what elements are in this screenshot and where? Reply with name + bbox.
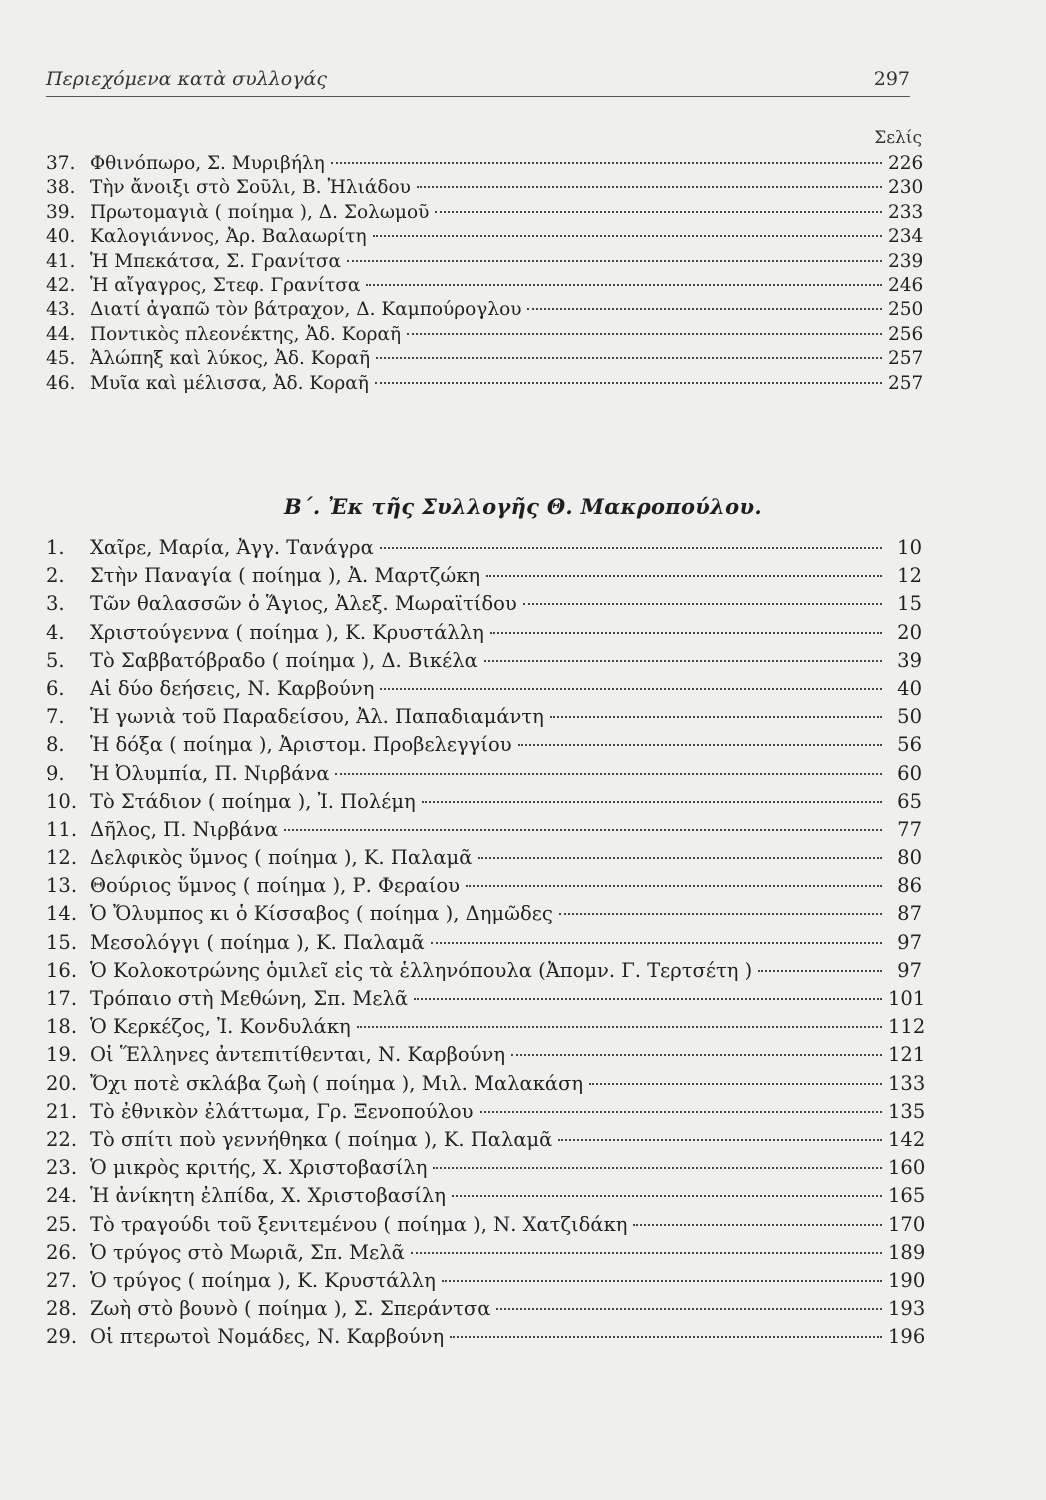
entry-title: Οἱ Ἕλληνες ἀντεπιτίθενται, Ν. Καρβούνη xyxy=(90,1043,506,1067)
entry-number: 5. xyxy=(46,648,65,672)
entry-page: 101 xyxy=(888,987,926,1010)
entry-page: 20 xyxy=(897,620,922,644)
toc-entry xyxy=(46,176,922,200)
entry-title: Χαῖρε, Μαρία, Ἀγγ. Τανάγρα xyxy=(90,536,374,559)
entry-title: Τὸ σπίτι ποὺ γεννήθηκα ( ποίημα ), Κ. Παλαμᾶ xyxy=(90,1127,553,1151)
entry-page: 40 xyxy=(897,676,922,700)
dot-leader xyxy=(490,632,882,634)
entry-number: 7. xyxy=(46,705,65,729)
entry-title: Ἡ δόξα ( ποίημα ), Ἀριστομ. Προβελεγγίου xyxy=(90,733,512,757)
entry-number: 37. xyxy=(46,153,76,174)
dot-leader xyxy=(559,913,882,915)
entry-title: Ἡ ἀνίκητη ἐλπίδα, Χ. Χριστοβασίλη xyxy=(90,1184,446,1208)
entry-title: Τρόπαιο στὴ Μεθώνη, Σπ. Μελᾶ xyxy=(90,987,408,1010)
entry-number: 41. xyxy=(46,250,76,272)
entry-page: 97 xyxy=(897,958,922,982)
entry-page: 50 xyxy=(897,705,922,729)
dot-leader xyxy=(380,547,882,549)
entry-title: Τὸ Στάδιον ( ποίημα ), Ἰ. Πολέμη xyxy=(90,789,416,813)
toc-entry xyxy=(46,590,922,618)
entry-page: 190 xyxy=(888,1268,926,1292)
page-column-label: Σελίς xyxy=(874,128,922,148)
toc-entry xyxy=(46,957,922,985)
dot-leader xyxy=(589,1083,882,1085)
toc-entry xyxy=(46,647,922,675)
entry-number: 10. xyxy=(46,789,78,813)
dot-leader xyxy=(284,829,882,831)
entry-number: 13. xyxy=(46,874,78,898)
dot-leader xyxy=(442,1280,882,1282)
entry-title: Τῶν θαλασσῶν ὁ Ἅγιος, Ἀλεξ. Μωραϊτίδου xyxy=(90,592,517,616)
entry-page: 239 xyxy=(888,250,924,272)
toc-entry xyxy=(46,274,922,298)
dot-leader xyxy=(478,857,882,859)
toc-entry xyxy=(46,929,922,957)
entry-number: 38. xyxy=(46,177,76,199)
entry-title: Ἡ γωνιὰ τοῦ Παραδείσου, Ἀλ. Παπαδιαμάντη xyxy=(90,705,544,729)
dot-leader xyxy=(411,1252,882,1254)
entry-title: Ὁ Ὄλυμπος κι ὁ Κίσσαβος ( ποίημα ), Δημῶδες xyxy=(90,902,553,926)
entry-page: 196 xyxy=(888,1325,926,1349)
entry-number: 20. xyxy=(46,1071,78,1095)
dot-leader xyxy=(414,998,882,1000)
entry-number: 25. xyxy=(46,1212,78,1236)
entry-title: Δελφικὸς ὕμνος ( ποίημα ), Κ. Παλαμᾶ xyxy=(90,846,473,870)
entry-title: Οἱ πτερωτοὶ Νομάδες, Ν. Καρβούνη xyxy=(90,1325,445,1349)
toc-entry xyxy=(46,1070,926,1098)
dot-leader xyxy=(484,660,882,662)
toc-entry xyxy=(46,225,922,249)
toc-entry xyxy=(46,1295,926,1323)
entry-page: 246 xyxy=(888,274,924,296)
entry-number: 44. xyxy=(46,323,76,345)
running-title: Περιεχόμενα κατὰ συλλογάς xyxy=(46,68,328,90)
entry-page: 121 xyxy=(888,1043,926,1067)
entry-title: Ὁ τρύγος ( ποίημα ), Κ. Κρυστάλλη xyxy=(90,1268,436,1292)
entry-title: Χριστούγεννα ( ποίημα ), Κ. Κρυστάλλη xyxy=(90,620,484,644)
toc-entry xyxy=(46,985,926,1013)
toc-entry xyxy=(46,201,922,225)
entry-title: Μεσολόγγι ( ποίημα ), Κ. Παλαμᾶ xyxy=(90,930,425,954)
entry-number: 39. xyxy=(46,201,76,223)
entry-page: 193 xyxy=(888,1297,926,1321)
toc-entry xyxy=(46,1239,926,1267)
toc-entry xyxy=(46,844,922,872)
entry-number: 1. xyxy=(46,536,65,559)
entry-page: 256 xyxy=(888,323,924,345)
entry-title: Ὁ τρύγος στὸ Μωριᾶ, Σπ. Μελᾶ xyxy=(90,1240,405,1264)
dot-leader xyxy=(417,186,882,188)
entry-number: 12. xyxy=(46,846,78,870)
dot-leader xyxy=(558,1139,882,1141)
entry-title: Φθινόπωρο, Σ. Μυριβήλη xyxy=(90,153,325,174)
entry-page: 39 xyxy=(897,648,922,672)
entry-page: 133 xyxy=(888,1071,926,1095)
dot-leader xyxy=(347,260,882,262)
toc-entry xyxy=(46,1211,926,1239)
dot-leader xyxy=(518,744,882,746)
entry-number: 40. xyxy=(46,226,76,248)
entry-page: 230 xyxy=(888,177,924,199)
dot-leader xyxy=(422,801,882,803)
toc-entry xyxy=(46,152,922,176)
running-header xyxy=(46,66,910,97)
dot-leader xyxy=(407,333,882,335)
entry-number: 15. xyxy=(46,930,78,954)
entry-title: Ὄχι ποτὲ σκλάβα ζωὴ ( ποίημα ), Μιλ. Μαλακάση xyxy=(90,1071,584,1095)
dot-leader xyxy=(366,284,882,286)
entry-number: 19. xyxy=(46,1043,78,1067)
toc-entry xyxy=(46,1041,926,1069)
toc-entry xyxy=(46,1154,926,1182)
dot-leader xyxy=(331,162,882,164)
entry-page: 87 xyxy=(897,902,922,926)
entry-page: 142 xyxy=(888,1127,926,1151)
toc-entry xyxy=(46,323,922,347)
toc-entry xyxy=(46,562,922,590)
toc-entry xyxy=(46,250,922,274)
entry-number: 26. xyxy=(46,1240,78,1264)
entry-page: 233 xyxy=(888,201,924,223)
entry-page: 250 xyxy=(888,299,924,321)
entry-page: 257 xyxy=(888,372,924,394)
entry-title: Τὴν ἄνοιξι στὸ Σοῦλι, Β. Ἠλιάδου xyxy=(90,177,411,199)
entry-page: 234 xyxy=(888,226,924,248)
dot-leader xyxy=(480,1111,882,1113)
entry-number: 14. xyxy=(46,902,78,926)
dot-leader xyxy=(758,970,882,972)
dot-leader xyxy=(486,575,882,577)
entry-number: 17. xyxy=(46,987,78,1010)
dot-leader xyxy=(380,688,882,690)
toc-entry xyxy=(46,1323,926,1351)
entry-page: 65 xyxy=(897,789,922,813)
dot-leader xyxy=(466,885,882,887)
entry-title: Ὁ Κολοκοτρώνης ὁμιλεῖ εἰς τὰ ἑλληνόπουλα (Ἀπομν. Γ. Τερτσέτη ) xyxy=(90,958,753,982)
entry-number: 43. xyxy=(46,299,76,321)
toc-entry xyxy=(46,1126,926,1154)
entry-page: 77 xyxy=(897,817,922,841)
entry-number: 29. xyxy=(46,1325,78,1349)
entry-page: 189 xyxy=(888,1240,926,1264)
toc-entry xyxy=(46,298,922,322)
toc-entry xyxy=(46,872,922,900)
entry-number: 23. xyxy=(46,1156,78,1180)
entry-title: Καλογιάννος, Ἀρ. Βαλαωρίτη xyxy=(90,226,367,248)
entry-number: 24. xyxy=(46,1184,78,1208)
entry-page: 257 xyxy=(888,348,924,370)
toc-entry xyxy=(46,703,922,731)
entry-number: 27. xyxy=(46,1268,78,1292)
section-heading: Β΄. Ἐκ τῆς Συλλογῆς Θ. Μακροπούλου. xyxy=(284,494,762,519)
entry-title: Τὸ Σαββατόβραδο ( ποίημα ), Δ. Βικέλα xyxy=(90,648,478,672)
entry-title: Μυῖα καὶ μέλισσα, Ἀδ. Κοραῆ xyxy=(90,372,369,394)
entry-page: 112 xyxy=(888,1015,926,1039)
dot-leader xyxy=(433,1167,882,1169)
entry-title: Πρωτομαγιὰ ( ποίημα ), Δ. Σολωμοῦ xyxy=(90,201,430,223)
toc-entry xyxy=(46,1013,926,1041)
toc-entry xyxy=(46,788,922,816)
toc-entry xyxy=(46,900,922,928)
dot-leader xyxy=(373,235,882,237)
toc-entry xyxy=(46,619,922,647)
entry-title: Αἱ δύο δεήσεις, Ν. Καρβούνη xyxy=(90,676,375,700)
page-number: 297 xyxy=(873,68,910,90)
entry-number: 2. xyxy=(46,564,65,588)
entry-page: 135 xyxy=(888,1099,926,1123)
entry-number: 21. xyxy=(46,1099,78,1123)
entry-title: Ἡ Ὀλυμπία, Π. Νιρβάνα xyxy=(90,761,330,785)
toc-entry xyxy=(46,1182,926,1210)
entry-page: 10 xyxy=(897,536,922,559)
dot-leader xyxy=(431,942,882,944)
entry-number: 18. xyxy=(46,1015,78,1039)
toc-entry xyxy=(46,1098,926,1126)
entry-number: 9. xyxy=(46,761,65,785)
entry-number: 3. xyxy=(46,592,65,616)
entry-title: Ποντικὸς πλεονέκτης, Ἀδ. Κοραῆ xyxy=(90,323,402,345)
dot-leader xyxy=(523,603,882,605)
entry-number: 11. xyxy=(46,817,78,841)
toc-list-section-a xyxy=(46,152,922,396)
toc-entry xyxy=(46,534,922,562)
entry-title: Στὴν Παναγία ( ποίημα ), Ἀ. Μαρτζώκη xyxy=(90,564,481,588)
dot-leader xyxy=(335,773,882,775)
entry-number: 22. xyxy=(46,1127,78,1151)
entry-page: 86 xyxy=(897,874,922,898)
dot-leader xyxy=(435,211,882,213)
entry-title: Ὁ Κερκέζος, Ἰ. Κονδυλάκη xyxy=(90,1015,351,1039)
entry-page: 15 xyxy=(897,592,922,616)
dot-leader xyxy=(357,1026,882,1028)
dot-leader xyxy=(511,1054,882,1056)
entry-title: Ζωὴ στὸ βουνὸ ( ποίημα ), Σ. Σπεράντσα xyxy=(90,1297,491,1321)
dot-leader xyxy=(452,1195,882,1197)
toc-entry xyxy=(46,760,922,788)
entry-number: 6. xyxy=(46,676,65,700)
dot-leader xyxy=(633,1224,882,1226)
entry-title: Θούριος ὕμνος ( ποίημα ), Ρ. Φεραίου xyxy=(90,874,461,898)
entry-page: 165 xyxy=(888,1184,926,1208)
entry-title: Ἀλώπηξ καὶ λύκος, Ἀδ. Κοραῆ xyxy=(90,348,371,370)
dot-leader xyxy=(375,382,882,384)
entry-number: 16. xyxy=(46,958,78,982)
entry-title: Δῆλος, Π. Νιρβάνα xyxy=(90,817,279,841)
entry-number: 4. xyxy=(46,620,65,644)
entry-page: 97 xyxy=(897,930,922,954)
entry-title: Διατί ἀγαπῶ τὸν βάτραχον, Δ. Καμπούρογλου xyxy=(90,299,522,321)
entry-page: 160 xyxy=(888,1156,926,1180)
dot-leader xyxy=(450,1336,882,1338)
entry-title: Τὸ ἐθνικὸν ἐλάττωμα, Γρ. Ξενοπούλου xyxy=(90,1099,474,1123)
toc-entry xyxy=(46,675,922,703)
entry-title: Ἡ αἴγαγρος, Στεφ. Γρανίτσα xyxy=(90,274,361,296)
toc-entry xyxy=(46,731,922,759)
entry-number: 46. xyxy=(46,372,76,394)
dot-leader xyxy=(527,308,882,310)
entry-title: Ὁ μικρὸς κριτής, Χ. Χριστοβασίλη xyxy=(90,1156,428,1180)
dot-leader xyxy=(376,357,882,359)
toc-entry xyxy=(46,372,922,396)
toc-list-section-b xyxy=(46,534,926,1351)
entry-page: 56 xyxy=(897,733,922,757)
toc-entry xyxy=(46,816,922,844)
dot-leader xyxy=(550,716,882,718)
entry-page: 226 xyxy=(888,153,924,174)
dot-leader xyxy=(496,1308,882,1310)
entry-title: Ἡ Μπεκάτσα, Σ. Γρανίτσα xyxy=(90,250,341,272)
entry-number: 28. xyxy=(46,1297,78,1321)
entry-number: 45. xyxy=(46,348,76,370)
entry-page: 60 xyxy=(897,761,922,785)
entry-number: 42. xyxy=(46,274,76,296)
entry-number: 8. xyxy=(46,733,65,757)
toc-entry xyxy=(46,347,922,371)
toc-entry xyxy=(46,1267,926,1295)
entry-page: 12 xyxy=(897,564,922,588)
entry-title: Τὸ τραγούδι τοῦ ξενιτεμένου ( ποίημα ), Ν. Χατζιδάκη xyxy=(90,1212,628,1236)
entry-page: 170 xyxy=(888,1212,926,1236)
entry-page: 80 xyxy=(897,846,922,870)
